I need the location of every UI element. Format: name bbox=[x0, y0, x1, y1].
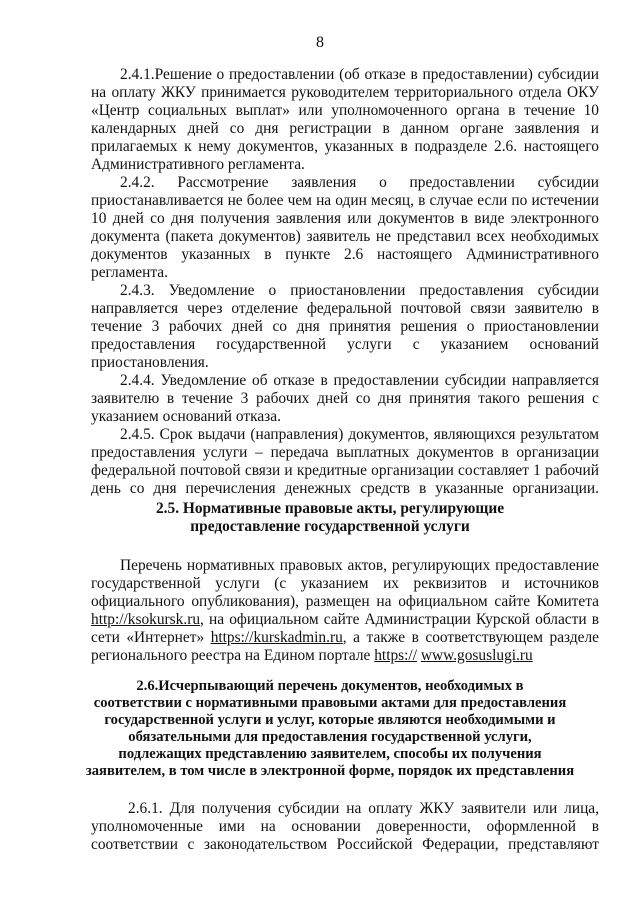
section-heading-2-6: соответствии с нормативными правовыми актами для предоставления bbox=[93, 695, 567, 711]
paragraph-2-4-3-line: приостановления. bbox=[91, 354, 209, 371]
section-heading-2-6: обязательными для предоставления государственной услуги, bbox=[128, 729, 532, 745]
paragraph-2-4-4-line: указанием оснований отказа. bbox=[91, 408, 281, 425]
section-heading-2-5: 2.5. Нормативные правовые акты, регулирующие bbox=[155, 500, 505, 517]
paragraph-2-4-3-line: предоставления государственной услуги с указанием оснований bbox=[91, 336, 599, 353]
paragraph-2-5-text: , а также в соответствующем разделе bbox=[342, 629, 600, 646]
section-heading-2-6: заявителем, в том числе в электронной форме, порядок их представления bbox=[85, 763, 575, 779]
paragraph-2-5-line: официального опубликования), размещен на официальном сайте Комитета bbox=[91, 593, 599, 610]
paragraph-2-4-3-line: течение 3 рабочих дней со дня принятия решения о приостановлении bbox=[91, 318, 599, 335]
paragraph-2-6-1-line: 2.6.1. Для получения субсидии на оплату ЖКУ заявители или лица, bbox=[128, 800, 599, 817]
gosuslugi-link[interactable]: www.gosuslugi.ru bbox=[420, 647, 533, 664]
paragraph-2-4-2-line: регламента. bbox=[91, 264, 168, 281]
paragraph-2-4-1-line: календарных дней со дня регистрации в данном органе заявления и bbox=[91, 120, 599, 137]
paragraph-2-4-5-line: 2.4.5. Срок выдачи (направления) документов, являющихся результатом bbox=[120, 426, 599, 443]
kurskadmin-link[interactable]: https://kurskadmin.ru bbox=[210, 629, 343, 646]
paragraph-2-6-1-line: соответствии с законодательством Российской Федерации, представляют bbox=[91, 836, 599, 853]
paragraph-2-4-3-line: направляется через отделение федеральной почтовой связи заявителю в bbox=[91, 300, 599, 317]
paragraph-2-5-text: , на официальном сайте Администрации Курской области в bbox=[200, 611, 599, 628]
paragraph-2-4-4-line: 2.4.4. Уведомление об отказе в предоставлении субсидии направляется bbox=[120, 372, 599, 389]
section-heading-2-6: 2.6.Исчерпывающий перечень документов, необходимых в bbox=[136, 678, 524, 694]
section-heading-2-5: предоставление государственной услуги bbox=[190, 518, 470, 535]
paragraph-2-4-5-line: предоставления услуги – передача выплатных документов в организации bbox=[91, 444, 599, 461]
paragraph-2-4-2-line: документов указанных в пункте 2.6 настоящего Административного bbox=[91, 246, 599, 263]
gosuslugi-https-link[interactable]: https:// bbox=[374, 647, 417, 664]
section-heading-2-6: подлежащих представлению заявителем, способы их получения bbox=[118, 746, 542, 762]
paragraph-2-4-1-line: «Центр социальных выплат» или уполномоченного органа в течение 10 bbox=[91, 102, 599, 119]
paragraph-2-4-2-line: приостанавливается не более чем на один месяц, в случае если по истечении bbox=[91, 192, 599, 209]
paragraph-2-5-line bbox=[91, 611, 599, 629]
section-heading-2-6: государственной услуги и услуг, которые являются необходимыми и bbox=[104, 712, 556, 728]
paragraph-2-5-line: Перечень нормативных правовых актов, регулирующих предоставление bbox=[120, 557, 599, 574]
paragraph-2-5-line bbox=[91, 629, 599, 647]
paragraph-2-4-1-line: прилагаемых к нему документов, указанных в подразделе 2.6. настоящего bbox=[91, 138, 599, 155]
ksokursk-link[interactable]: http://ksokursk.ru bbox=[91, 611, 201, 628]
paragraph-2-4-5-line: день со дня перечисления денежных средств в указанные организации. bbox=[91, 480, 599, 497]
paragraph-2-4-4-line: заявителю в течение 3 рабочих дней со дня принятия такого решения с bbox=[91, 390, 599, 407]
paragraph-2-4-2-line: 10 дней со дня получения заявления или документов в виде электронного bbox=[91, 210, 599, 227]
paragraph-2-4-2-line: документа (пакета документов) заявитель не представил всех необходимых bbox=[91, 228, 599, 245]
paragraph-2-4-1-line: на оплату ЖКУ принимается руководителем территориального отдела ОКУ bbox=[91, 84, 599, 101]
paragraph-2-5-line: государственной услуги (с указанием их реквизитов и источников bbox=[91, 575, 599, 592]
paragraph-2-5-text: сети «Интернет» bbox=[91, 629, 211, 646]
paragraph-2-4-5-line: федеральной почтовой связи и кредитные организации составляет 1 рабочий bbox=[91, 462, 599, 479]
paragraph-2-5-text: регионального реестра на Едином портале bbox=[91, 647, 375, 664]
paragraph-2-4-1-line: 2.4.1.Решение о предоставлении (об отказе в предоставлении) субсидии bbox=[120, 66, 599, 83]
paragraph-2-4-2-line: 2.4.2. Рассмотрение заявления о предоставлении субсидии bbox=[120, 174, 599, 191]
paragraph-2-6-1-line: уполномоченные ими на основании доверенности, оформленной в bbox=[91, 818, 599, 835]
paragraph-2-5-line bbox=[91, 647, 533, 665]
paragraph-2-4-1-line: Административного регламента. bbox=[91, 156, 305, 173]
paragraph-2-4-3-line: 2.4.3. Уведомление о приостановлении предоставления субсидии bbox=[120, 282, 599, 299]
page-number: 8 bbox=[316, 34, 324, 51]
